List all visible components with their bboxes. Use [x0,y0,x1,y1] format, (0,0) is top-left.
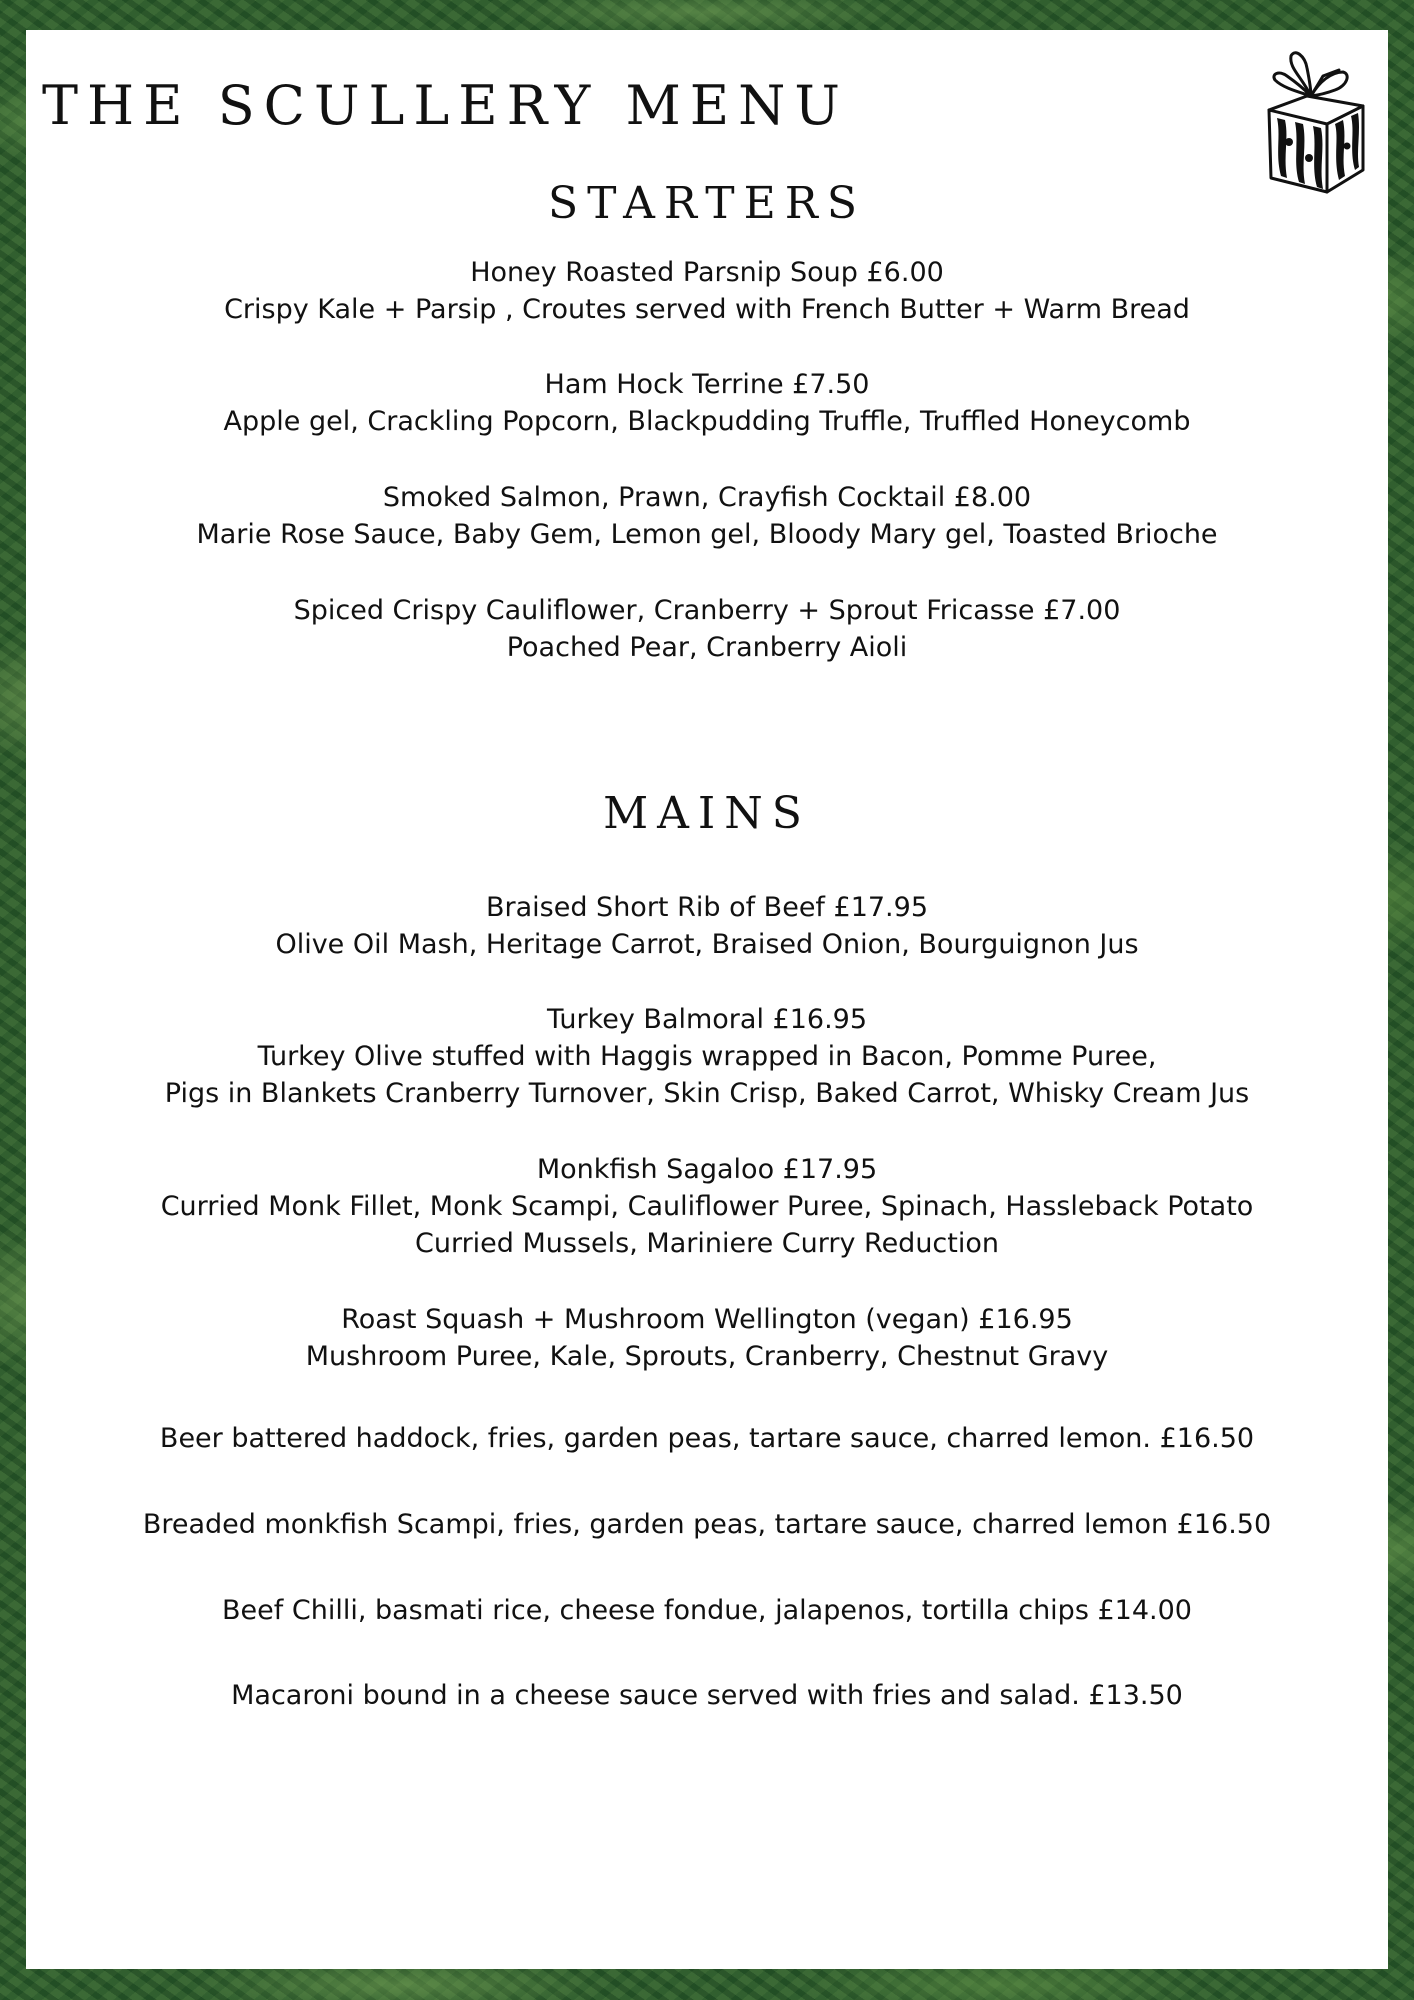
item-line: Beef Chilli, basmati rice, cheese fondue, jalapenos, tortilla chips £14.00 [222,1595,1192,1626]
item-name-price: Ham Hock Terrine £7.50 [544,369,870,400]
menu-item-spiced-cauliflower [26,592,1388,666]
item-description: Poached Pear, Cranberry Aioli [506,632,908,663]
menu-item-macaroni [26,1677,1388,1714]
menu-item-squash-wellington [26,1301,1388,1375]
mains-heading: MAINS [603,788,811,839]
item-name-price: Braised Short Rib of Beef £17.95 [485,892,928,923]
menu-title: THE SCULLERY MENU [42,74,849,137]
item-line: Macaroni bound in a cheese sauce served with fries and salad. £13.50 [231,1680,1183,1711]
menu-item-short-rib [26,889,1388,963]
item-description: Mushroom Puree, Kale, Sprouts, Cranberry, Chestnut Gravy [305,1341,1109,1372]
item-description: Marie Rose Sauce, Baby Gem, Lemon gel, Bloody Mary gel, Toasted Brioche [196,519,1218,550]
item-name-price: Honey Roasted Parsnip Soup £6.00 [470,257,944,288]
item-description: Turkey Olive stuffed with Haggis wrapped in Bacon, Pomme Puree, [257,1041,1157,1072]
gift-box-icon [1261,46,1371,196]
menu-item-monkfish-sagaloo [26,1151,1388,1262]
menu-item-seafood-cocktail [26,479,1388,553]
starters-heading: STARTERS [548,178,866,229]
item-name-price: Monkfish Sagaloo £17.95 [536,1154,878,1185]
item-description: Curried Mussels, Mariniere Curry Reduction [414,1228,999,1259]
item-name-price: Roast Squash + Mushroom Wellington (vegan) £16.95 [341,1304,1073,1335]
item-description: Apple gel, Crackling Popcorn, Blackpudding Truffle, Truffled Honeycomb [223,406,1191,437]
menu-item-haddock [26,1420,1388,1457]
item-line: Breaded monkfish Scampi, fries, garden peas, tartare sauce, charred lemon £16.50 [142,1509,1272,1540]
item-description: Crispy Kale + Parsip , Croutes served with French Butter + Warm Bread [224,294,1190,325]
item-description: Olive Oil Mash, Heritage Carrot, Braised Onion, Bourguignon Jus [275,929,1139,960]
menu-item-monkfish-scampi [26,1506,1388,1543]
menu-card [26,30,1388,1969]
item-name-price: Smoked Salmon, Prawn, Crayfish Cocktail £8.00 [382,482,1032,513]
item-description: Pigs in Blankets Cranberry Turnover, Skin Crisp, Baked Carrot, Whisky Cream Jus [164,1078,1250,1109]
menu-item-beef-chilli [26,1592,1388,1629]
item-name-price: Turkey Balmoral £16.95 [546,1004,868,1035]
item-description: Curried Monk Fillet, Monk Scampi, Cauliflower Puree, Spinach, Hassleback Potato [160,1191,1254,1222]
menu-item-ham-hock-terrine [26,366,1388,440]
item-name-price: Spiced Crispy Cauliflower, Cranberry + Sprout Fricasse £7.00 [293,595,1121,626]
item-line: Beer battered haddock, fries, garden peas, tartare sauce, charred lemon. £16.50 [159,1423,1255,1454]
menu-item-parsnip-soup [26,254,1388,328]
menu-item-turkey-balmoral [26,1001,1388,1112]
